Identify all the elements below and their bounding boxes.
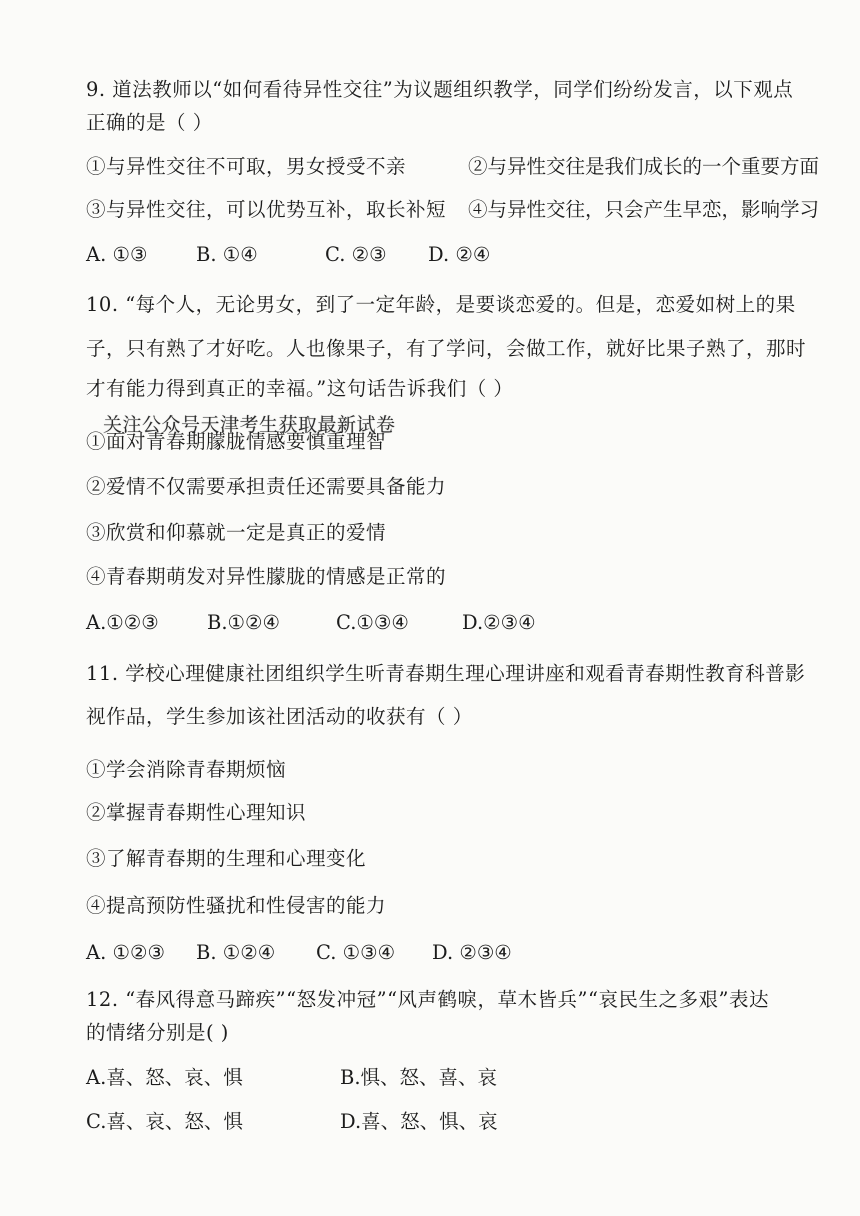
question-10-stem-line3: 才有能力得到真正的幸福。”这句话告诉我们（ ） — [86, 377, 514, 400]
question-9-stem-line2: 正确的是（ ） — [86, 111, 213, 134]
question-10-item-1: ①面对青春期朦胧情感要慎重理智 — [86, 430, 387, 453]
question-12-option-c: C.喜、哀、怒、惧 — [86, 1110, 243, 1133]
question-9-option-d: D. ②④ — [428, 243, 491, 266]
question-11-stem-line1: 11. 学校心理健康社团组织学生听青春期生理心理讲座和观看青春期性教育科普影 — [86, 662, 806, 685]
question-10-option-a: A.①②③ — [86, 611, 159, 634]
question-10-item-2: ②爱情不仅需要承担责任还需要具备能力 — [86, 475, 447, 498]
question-11-option-b: B. ①②④ — [196, 941, 276, 964]
question-9-item-3: ③与异性交往，可以优势互补，取长补短 — [86, 198, 447, 221]
question-9-item-4: ④与异性交往，只会产生早恋，影响学习 — [468, 198, 820, 221]
question-10-item-3: ③欣赏和仰慕就一定是真正的爱情 — [86, 521, 387, 544]
question-11-stem-line2: 视作品，学生参加该社团活动的收获有（ ） — [86, 705, 473, 728]
question-9-stem-line1: 9. 道法教师以“如何看待异性交往”为议题组织教学，同学们纷纷发言，以下观点 — [86, 78, 794, 101]
question-11-item-3: ③了解青春期的生理和心理变化 — [86, 847, 367, 870]
question-10-stem-line1: 10. “每个人，无论男女，到了一定年龄，是要谈恋爱的。但是，恋爱如树上的果 — [86, 293, 796, 316]
question-11-item-4: ④提高预防性骚扰和性侵害的能力 — [86, 894, 387, 917]
question-10-option-c: C.①③④ — [336, 611, 409, 634]
question-11-option-d: D. ②③④ — [432, 941, 512, 964]
question-10-option-d: D.②③④ — [462, 611, 536, 634]
question-12-stem-line2: 的情绪分别是( ) — [86, 1021, 229, 1044]
question-10-stem-line2: 子，只有熟了才好吃。人也像果子，有了学问，会做工作，就好比果子熟了，那时 — [86, 337, 807, 360]
question-12-stem-line1: 12. “春风得意马蹄疾”“怒发冲冠”“风声鹤唳，草木皆兵”“哀民生之多艰”表达 — [86, 988, 769, 1011]
watermark-text: 关注公众号天津考生获取最新试卷 — [103, 414, 396, 436]
question-9-option-c: C. ②③ — [325, 243, 387, 266]
question-11-item-1: ①学会消除青春期烦恼 — [86, 758, 287, 781]
question-9-option-a: A. ①③ — [86, 243, 148, 266]
question-11-option-c: C. ①③④ — [316, 941, 396, 964]
question-9-item-1: ①与异性交往不可取，男女授受不亲 — [86, 155, 407, 178]
question-11-option-a: A. ①②③ — [86, 941, 165, 964]
question-12-option-d: D.喜、怒、惧、哀 — [340, 1110, 498, 1133]
question-12-option-b: B.惧、怒、喜、哀 — [340, 1066, 498, 1089]
question-12-option-a: A.喜、怒、哀、惧 — [86, 1066, 243, 1089]
question-9-option-b: B. ①④ — [196, 243, 258, 266]
question-9-item-2: ②与异性交往是我们成长的一个重要方面 — [468, 155, 820, 178]
question-10-option-b: B.①②④ — [207, 611, 280, 634]
question-11-item-2: ②掌握青春期性心理知识 — [86, 801, 307, 824]
question-10-item-4: ④青春期萌发对异性朦胧的情感是正常的 — [86, 565, 447, 588]
